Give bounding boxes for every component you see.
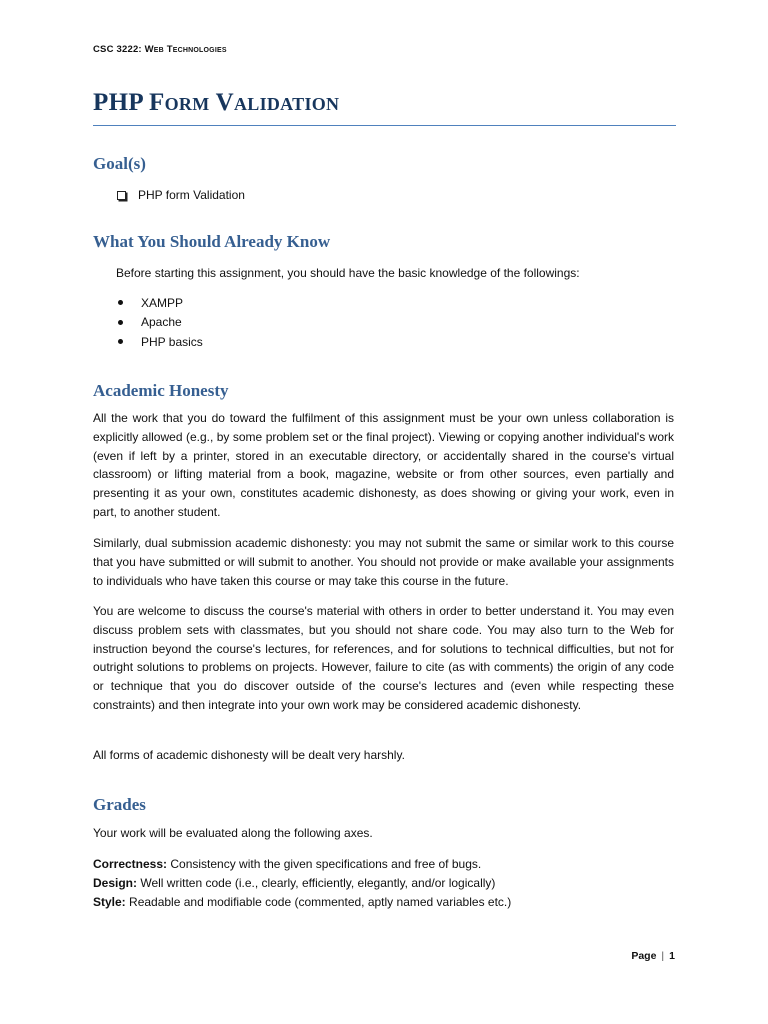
bullet-icon [118, 300, 123, 305]
criterion-text: Well written code (i.e., clearly, efficiently, elegantly, and/or logically) [137, 876, 496, 890]
list-item [116, 293, 203, 313]
bullet-icon [118, 339, 123, 344]
grade-criterion [93, 855, 481, 873]
know-list [116, 293, 203, 352]
grade-criterion [93, 893, 511, 911]
grade-criterion [93, 874, 495, 892]
page-separator: | [661, 950, 665, 962]
document-title: PHP Form Validation [93, 89, 340, 116]
honesty-paragraph: All forms of academic dishonesty will be dealt very harshly. [93, 748, 405, 762]
criterion-text: Consistency with the given specifications and free of bugs. [167, 857, 482, 871]
title-divider [93, 125, 676, 126]
list-item [116, 332, 203, 352]
list-item-text: PHP basics [141, 334, 203, 349]
page-label: Page [631, 950, 657, 962]
grades-heading: Grades [93, 795, 146, 814]
page-footer [631, 950, 675, 962]
bullet-icon [118, 320, 123, 325]
goals-heading: Goal(s) [93, 154, 146, 173]
criterion-label: Correctness: [93, 857, 168, 871]
checkbox-icon [117, 191, 126, 200]
list-item [116, 313, 203, 333]
running-header [93, 44, 227, 55]
know-heading: What You Should Already Know [93, 232, 331, 251]
goal-item-text: PHP form Validation [138, 188, 245, 202]
goal-item [117, 186, 245, 205]
criterion-text: Readable and modifiable code (commented, aptly named variables etc.) [125, 895, 512, 909]
honesty-paragraph: Similarly, dual submission academic dishonesty: you may not submit the same or similar work to this course that you have submitted or will submit to another. You should not provide or make available your assignments to individuals who have taken this course or may take this course in the future. [93, 536, 674, 588]
course-name: Web Technologies [144, 44, 227, 55]
honesty-paragraph: All the work that you do toward the fulfilment of this assignment must be your own unless collaboration is explicitly allowed (e.g., by some problem set or the final project). Viewing or copying another individual's work (even if left by a printer, stored in an executable directory, or accidentally shared in the course's virtual classroom) or lifting material from a book, magazine, website or from other sources, even partially and presenting it as your own, constitutes academic dishonesty, as does showing or giving your work, even in part, to another student. [93, 411, 674, 519]
course-code: CSC 3222: [93, 44, 142, 55]
grades-intro: Your work will be evaluated along the following axes. [93, 826, 373, 840]
honesty-heading: Academic Honesty [93, 381, 229, 400]
list-item-text: XAMPP [141, 295, 184, 310]
honesty-paragraph: You are welcome to discuss the course's material with others in order to better understand it. You may even discuss problem sets with classmates, but you should not share code. You may also turn to the Web for instruction beyond the course's lectures, for references, and for solutions to technical difficulties, but not for outright solutions to problems on projects. However, failure to cite (as with comments) the origin of any code or technique that you do discover outside of the course's lectures and (even while respecting these constraints) and then integrate into your own work may be considered academic dishonesty. [93, 604, 674, 712]
page-number: 1 [669, 950, 675, 962]
know-intro: Before starting this assignment, you should have the basic knowledge of the followings: [116, 266, 580, 280]
criterion-label: Style: [93, 895, 126, 909]
criterion-label: Design: [93, 876, 138, 890]
list-item-text: Apache [141, 315, 182, 330]
